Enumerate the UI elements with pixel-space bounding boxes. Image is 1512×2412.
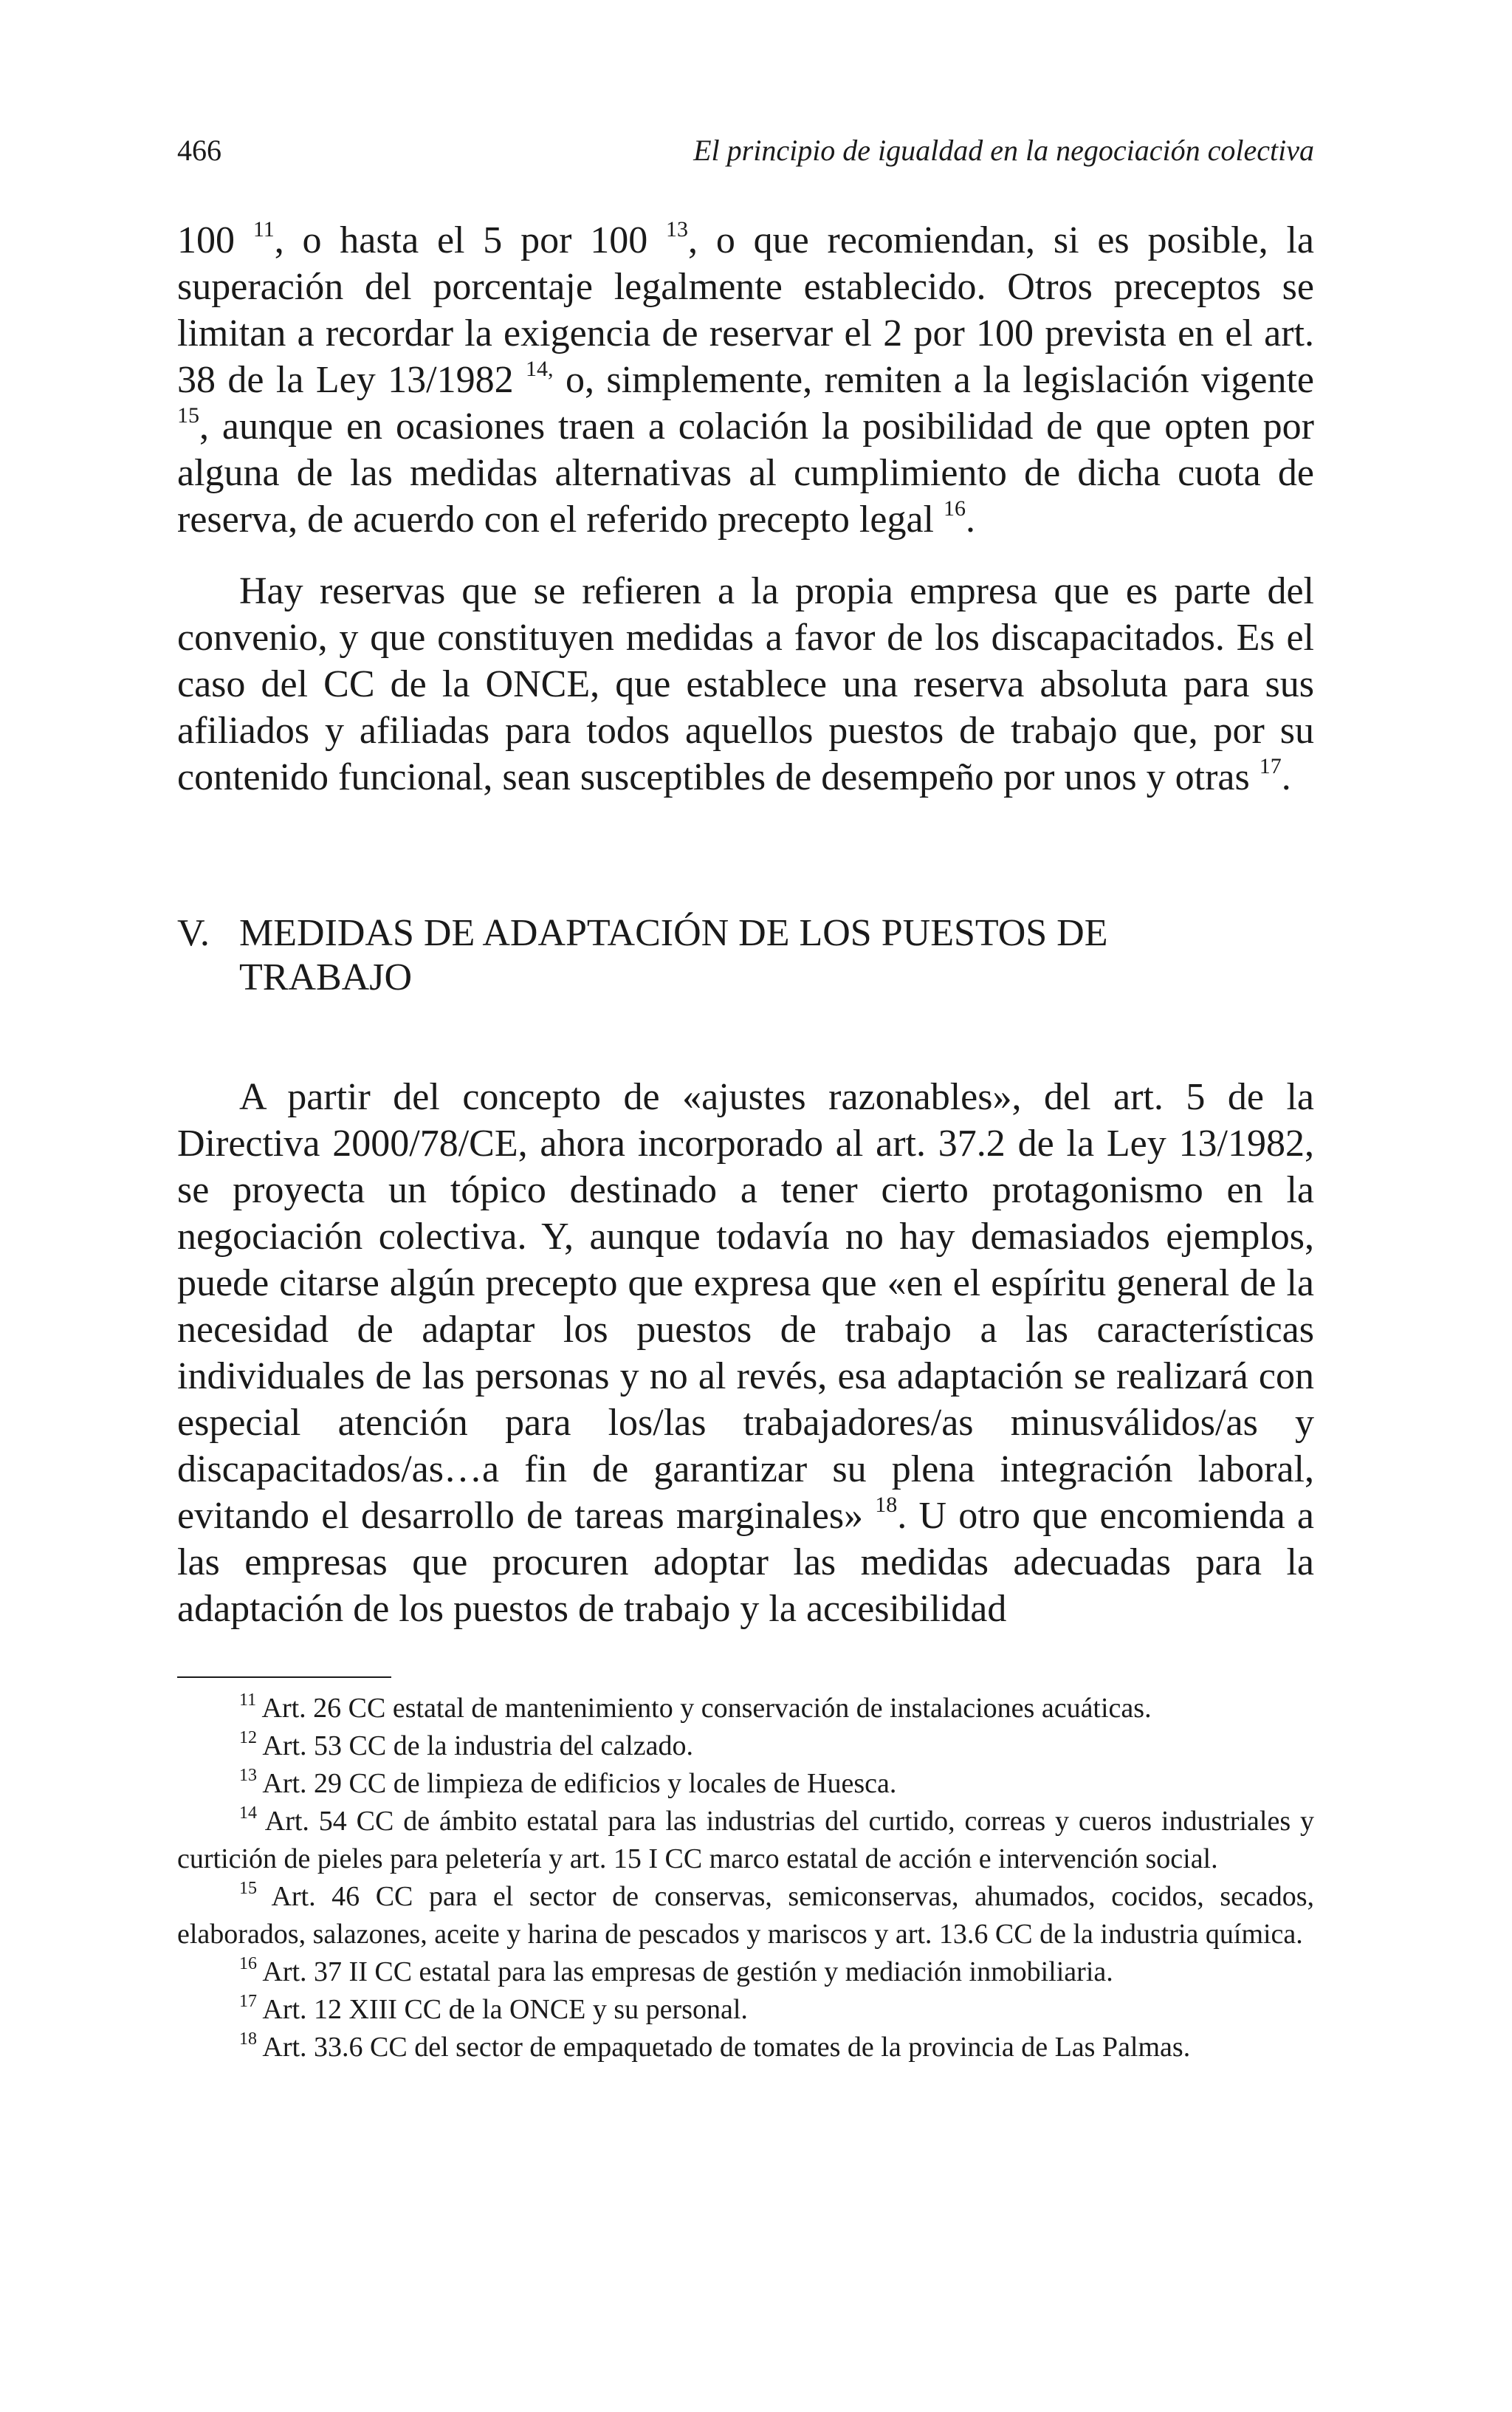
footnote-ref: 18 — [875, 1493, 898, 1517]
paragraph-1 — [177, 217, 1314, 543]
footnote-item — [177, 1765, 1314, 1803]
footnote-text: Art. 12 XIII CC de la ONCE y su personal. — [257, 1994, 748, 2025]
footnote-item — [177, 1803, 1314, 1878]
text-run: , o que recomiendan, si es posible, la superación del porcentaje legalmente establecido. Otros preceptos se limitan a recordar la exigencia de reservar el 2 por 100 prevista en el art. 38 de la Ley 13/1982 — [177, 219, 1315, 401]
footnote-ref: 15 — [177, 403, 199, 428]
footnote-ref: 11 — [252, 217, 275, 241]
footnotes — [177, 1690, 1314, 2066]
main-text — [177, 217, 1314, 801]
text-run: . U otro que encomienda a las empresas que procuren adoptar las medidas adecuadas para la adaptación de los puestos de trabajo y la accesibilidad — [177, 1495, 1314, 1630]
footnote-item — [177, 1727, 1314, 1765]
text-run: o, simplemente, remiten a la legislación vigente — [553, 359, 1314, 401]
footnote-text: Art. 26 CC estatal de mantenimiento y conservación de instalaciones acuáticas. — [256, 1693, 1152, 1724]
footnote-ref: 17 — [1259, 754, 1282, 778]
section-heading — [177, 911, 1314, 1000]
footnote-ref: 14, — [526, 357, 554, 381]
paragraph-3 — [177, 1074, 1314, 1632]
footnote-text: Art. 46 CC para el sector de conservas, semiconservas, ahumados, cocidos, secados, elaborados, salazones, aceite y harina de pescados y mariscos y art. 13.6 CC de la industria química. — [177, 1881, 1314, 1950]
footnote-item — [177, 2029, 1314, 2066]
footnote-number: 17 — [239, 1992, 257, 2011]
book-page — [177, 133, 1314, 2066]
footnote-number: 12 — [239, 1728, 257, 1747]
footnote-number: 15 — [239, 1879, 257, 1898]
footnote-item — [177, 1991, 1314, 2029]
footnote-item — [177, 1953, 1314, 1991]
text-run: . — [965, 498, 975, 541]
section-number: V. — [177, 912, 210, 954]
footnote-item — [177, 1878, 1314, 1953]
footnote-text: Art. 53 CC de la industria del calzado. — [257, 1730, 693, 1761]
text-run: A partir del concepto de «ajustes razonables», del art. 5 de la Directiva 2000/78/CE, ahora incorporado al art. 37.2 de la Ley 13/1982, se proyecta un tópico destinado a tener cierto protagonismo en la negociación colectiva. Y, aunque todavía no hay demasiados ejemplos, puede citarse algún precepto que expresa que «en el espíritu general de la necesidad de adaptar los puestos de trabajo a las características individuales de las personas y no al revés, esa adaptación se realizará con especial atención para los/las trabajadores/as minusválidos/as y discapacitados/as…a fin de garantizar su plena integración laboral, evitando el desarrollo de tareas marginales» — [177, 1076, 1314, 1537]
text-run: . — [1281, 756, 1291, 798]
running-header — [177, 133, 1314, 168]
footnote-number: 11 — [239, 1690, 257, 1710]
footnote-ref: 13 — [666, 217, 689, 241]
footnote-number: 18 — [239, 2029, 257, 2049]
footnote-number: 16 — [239, 1954, 257, 1973]
text-run: , aunque en ocasiones traen a colación la posibilidad de que opten por alguna de las medidas alternativas al cumplimiento de dicha cuota de reserva, de acuerdo con el referido precepto legal — [177, 405, 1314, 541]
footnote-text: Art. 33.6 CC del sector de empaquetado de tomates de la provincia de Las Palmas. — [257, 2032, 1191, 2063]
text-run: 100 — [177, 219, 253, 261]
section-title: MEDIDAS DE ADAPTACIÓN DE LOS PUESTOS DE TRABAJO — [239, 912, 1108, 998]
footnote-text: Art. 29 CC de limpieza de edificios y locales de Huesca. — [257, 1768, 897, 1799]
footnote-text: Art. 54 CC de ámbito estatal para las industrias del curtido, correas y cueros industriales y curtición de pieles para peletería y art. 15 I CC marco estatal de acción e intervención social. — [177, 1806, 1314, 1874]
footnote-text: Art. 37 II CC estatal para las empresas de gestión y mediación inmobiliaria. — [257, 1956, 1113, 1987]
paragraph-2 — [177, 568, 1314, 801]
text-run: Hay reservas que se refieren a la propia empresa que es parte del convenio, y que constituyen medidas a favor de los discapacitados. Es el caso del CC de la ONCE, que establece una reserva absoluta para sus afiliados y afiliadas para todos aquellos puestos de trabajo que, por su contenido funcional, sean susceptibles de desempeño por unos y otras — [177, 570, 1314, 798]
footnote-ref: 16 — [943, 496, 966, 521]
footnote-number: 13 — [239, 1766, 257, 1785]
text-run: , o hasta el 5 por 100 — [274, 219, 667, 261]
footnote-item — [177, 1690, 1314, 1727]
running-title: El principio de igualdad en la negociación colectiva — [693, 134, 1314, 167]
footnote-number: 14 — [239, 1803, 257, 1823]
page-number: 466 — [177, 134, 221, 167]
section-text — [177, 1074, 1314, 1632]
footnote-separator — [177, 1676, 391, 1678]
